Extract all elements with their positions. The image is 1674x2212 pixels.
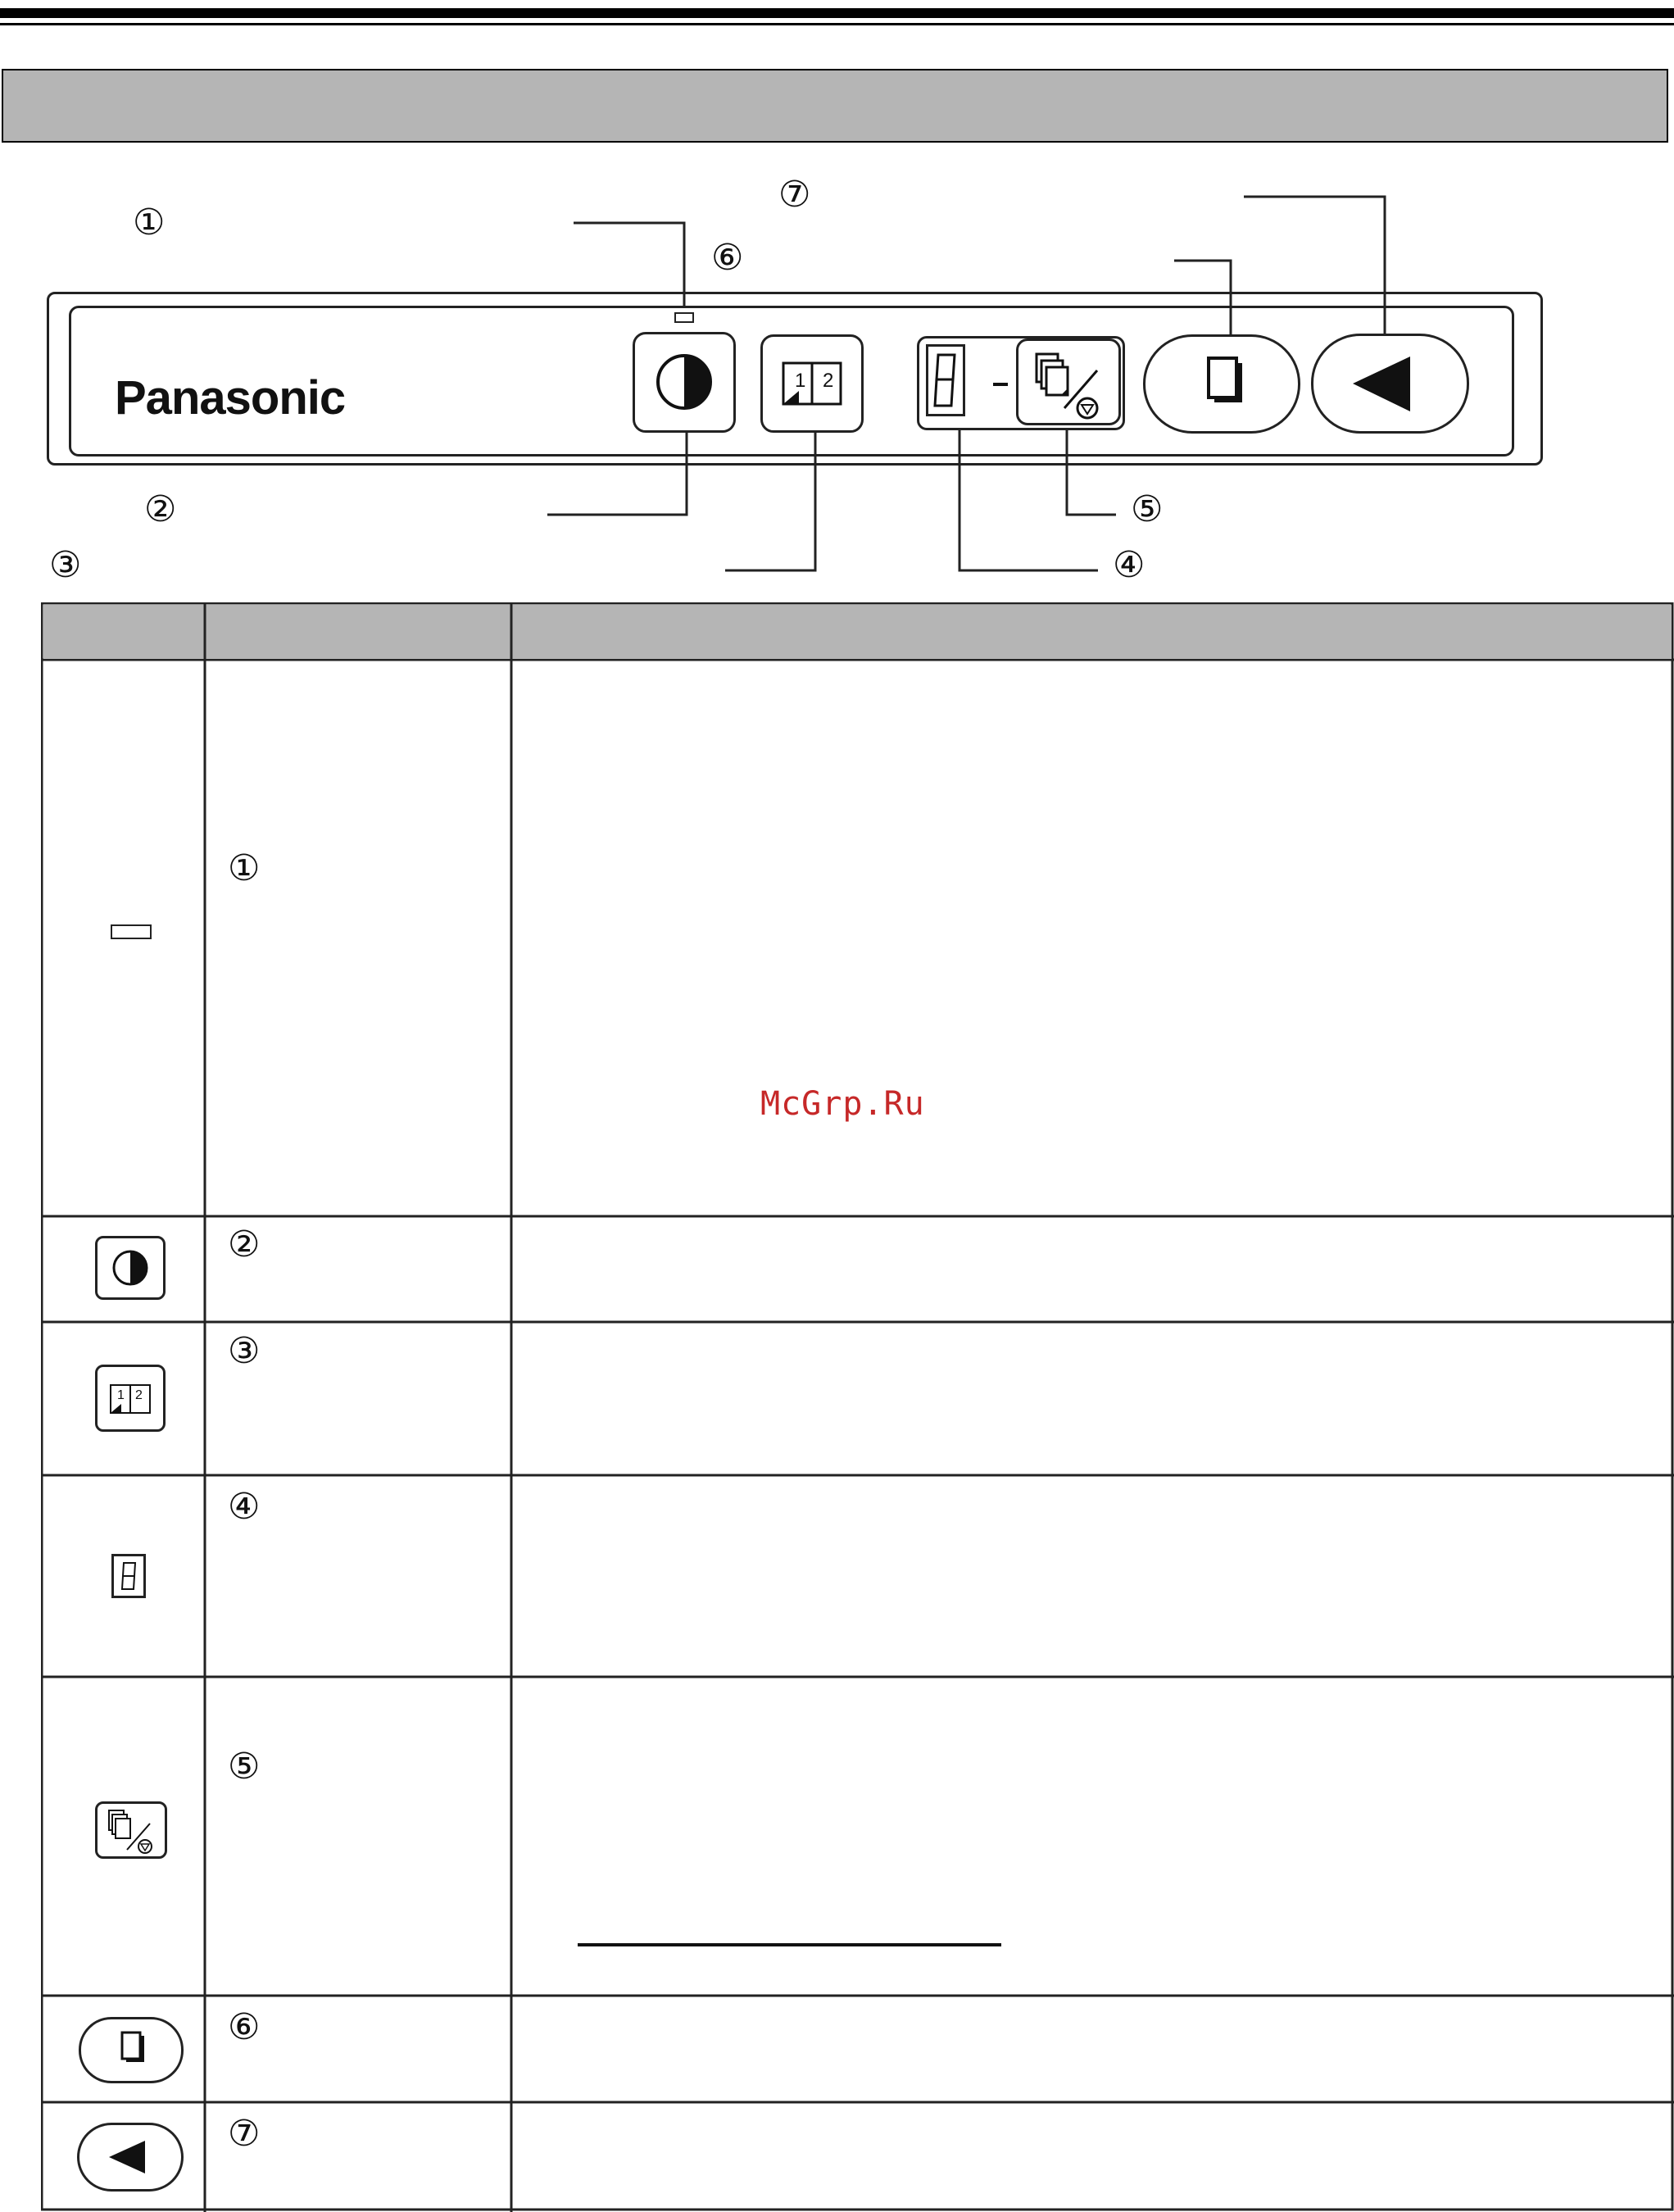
- indicator-lamp-icon: [674, 312, 694, 323]
- row-number-5: ⑤: [228, 1746, 261, 1787]
- seven-segment-display-icon: [111, 1554, 146, 1598]
- start-button[interactable]: [1311, 334, 1469, 434]
- callout-4: ④: [1113, 544, 1145, 586]
- triangle-left-icon: [1313, 336, 1467, 431]
- copy-button[interactable]: [1143, 334, 1300, 434]
- watermark: McGrp.Ru: [760, 1085, 925, 1123]
- row-number-6: ⑥: [228, 2006, 261, 2048]
- display-dash: [993, 383, 1008, 386]
- half-circle-icon: [635, 334, 733, 430]
- copies-stop-icon: [98, 1804, 165, 1856]
- two-in-one-right-digit: 2: [823, 370, 834, 392]
- half-circle-icon: [98, 1238, 163, 1297]
- density-button[interactable]: [633, 332, 736, 433]
- copy-page-icon: [1145, 337, 1298, 431]
- row-number-4: ④: [228, 1486, 261, 1528]
- row-number-7: ⑦: [228, 2113, 261, 2155]
- copies-stop-button-icon: [95, 1801, 167, 1859]
- density-button-icon: [95, 1236, 166, 1300]
- copies-stop-button[interactable]: [1016, 338, 1121, 425]
- callout-2: ②: [144, 488, 177, 530]
- indicator-lamp-icon: [111, 924, 152, 939]
- two-page-icon: [763, 337, 861, 430]
- triangle-left-icon: [79, 2125, 181, 2189]
- callout-5: ⑤: [1131, 488, 1164, 530]
- row5-underline: [578, 1943, 1001, 1946]
- copy-button-icon: [79, 2017, 184, 2083]
- seven-segment-display-icon: [926, 344, 965, 416]
- copy-page-icon: [81, 2019, 181, 2081]
- two-page-icon: [98, 1367, 163, 1429]
- function-table: [41, 602, 1674, 2212]
- two-in-one-button-icon: [95, 1365, 166, 1432]
- row-number-1: ①: [228, 847, 261, 889]
- row-number-3: ③: [228, 1330, 261, 1372]
- row3-left-digit: 1: [117, 1388, 125, 1402]
- brand-logo: Panasonic: [115, 371, 346, 425]
- callout-1: ①: [133, 202, 166, 243]
- row3-right-digit: 2: [135, 1388, 143, 1402]
- copies-stop-icon: [1018, 341, 1118, 423]
- two-in-one-button[interactable]: [760, 334, 864, 433]
- callout-6: ⑥: [711, 237, 744, 279]
- start-button-icon: [77, 2123, 184, 2192]
- row-number-2: ②: [228, 1224, 261, 1265]
- callout-3: ③: [49, 544, 82, 586]
- callout-7: ⑦: [778, 174, 811, 216]
- two-in-one-left-digit: 1: [795, 370, 806, 392]
